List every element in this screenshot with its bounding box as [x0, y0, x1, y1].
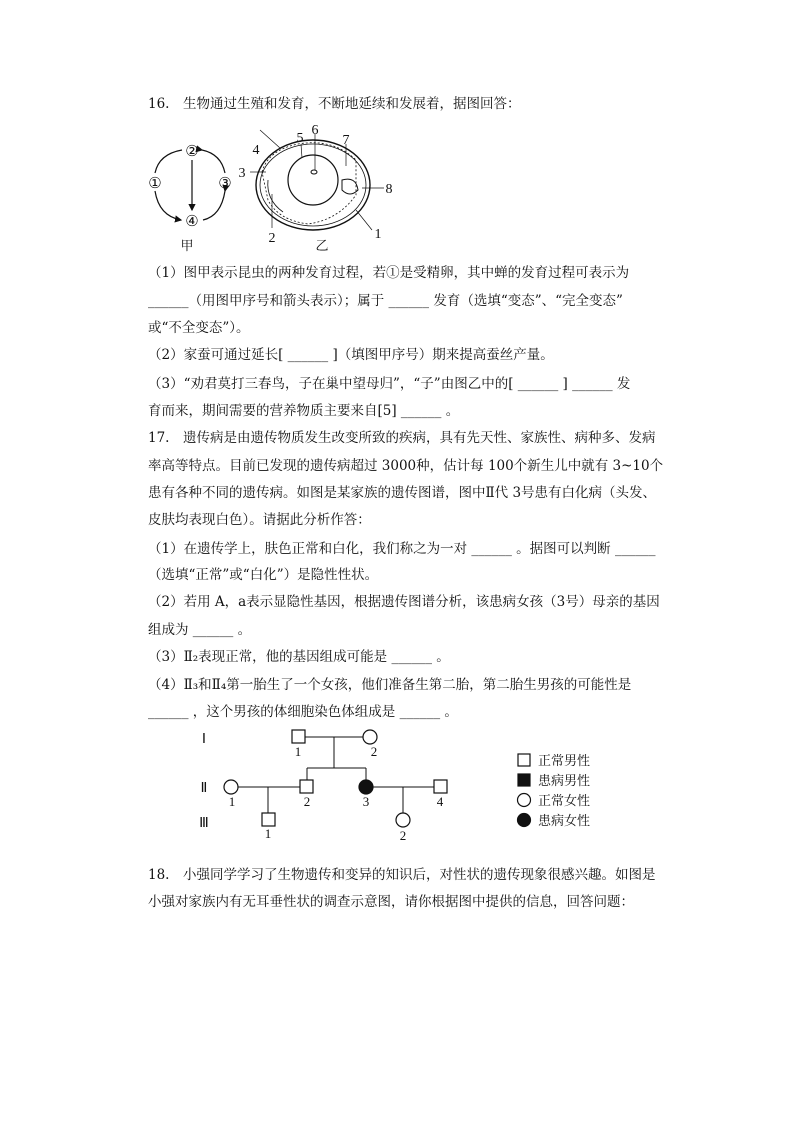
label-1: 1 [374, 227, 382, 242]
pedigree-legend [512, 748, 622, 838]
generation-3-label: Ⅲ [199, 816, 209, 831]
pedigree-chart [190, 722, 460, 846]
i1-number: 1 [294, 744, 302, 759]
iii2-number: 2 [399, 828, 407, 843]
label-5: 5 [296, 131, 304, 146]
generation-2-label: Ⅱ [200, 781, 208, 796]
q16-line-4: （2）家蚕可通过延长[ ______ ]（填图甲序号）期来提高蚕丝产量。 [148, 347, 554, 363]
q17-line-4: 皮肤均表现白色）。请据此分析作答： [148, 512, 371, 528]
egg-yolk [288, 155, 338, 205]
label-8: 8 [385, 182, 393, 197]
legend-affected-female: 患病女性 [538, 813, 591, 828]
q17-line-2: 率高等特点。目前已发现的遗传病超过 3000种，估计每 100个新生儿中就有 3~10个 [148, 458, 664, 474]
arrow-1-to-4 [155, 191, 181, 220]
arrow-3-to-2 [202, 150, 225, 173]
figure-yi-caption: 乙 [315, 238, 329, 253]
iii1-normal-male [262, 813, 275, 826]
label-4: 4 [252, 143, 260, 158]
figure-yi-bird-egg [238, 120, 398, 255]
ii2-normal-male [300, 780, 313, 793]
q16-line-5: （3）“劝君莫打三春鸟，子在巢中望母归”，“子”由图乙中的[ ______ ] ______ 发 [148, 376, 631, 392]
i2-normal-female [363, 730, 377, 744]
ii2-number: 2 [303, 794, 311, 809]
label-6: 6 [311, 123, 319, 138]
ii4-normal-male [434, 780, 447, 793]
ii3-number: 3 [362, 794, 370, 809]
figure-jia-life-cycle [145, 140, 240, 255]
stage-4-label: ④ [185, 214, 199, 230]
q17-line-9: （3）Ⅱ₂表现正常，他的基因组成可能是 ______ 。 [148, 649, 450, 665]
q18-line-1: 18. 小强同学学习了生物遗传和变异的知识后，对性状的遗传现象很感兴趣。如图是 [148, 867, 656, 883]
iii1-number: 1 [264, 826, 272, 841]
leader-1 [356, 210, 372, 230]
leader-4 [260, 130, 280, 148]
i2-number: 2 [370, 744, 378, 759]
ii1-normal-female [224, 780, 238, 794]
iii2-normal-female [396, 813, 410, 827]
label-2: 2 [268, 231, 276, 246]
i1-normal-male [292, 730, 305, 743]
q16-line-1: （1）图甲表示昆虫的两种发育过程，若①是受精卵，其中蝉的发育过程可表示为 [148, 265, 630, 281]
label-3: 3 [238, 166, 246, 181]
legend-affected-female-symbol [518, 814, 531, 827]
figure-jia-caption: 甲 [180, 238, 194, 253]
q18-line-2: 小强对家族内有无耳垂性状的调查示意图，请你根据图中提供的信息，回答问题： [148, 894, 634, 910]
q17-line-7: （2）若用 A，a表示显隐性基因，根据遗传图谱分析，该患病女孩（3号）母亲的基因 [148, 594, 660, 610]
q17-line-5: （1）在遗传学上，肤色正常和白化，我们称之为一对 ______ 。据图可以判断 ______ [148, 541, 656, 557]
ii3-affected-female [359, 780, 373, 794]
q17-line-10: （4）Ⅱ₃和Ⅱ₄第一胎生了一个女孩，他们准备生第二胎，第二胎生男孩的可能性是 [148, 677, 632, 693]
q16-line-2: ______（用图甲序号和箭头表示）；属于 ______ 发育（选填“变态”、“完全变态” [148, 293, 623, 309]
legend-affected-male: 患病男性 [538, 773, 591, 788]
arrow-4-to-3 [203, 191, 225, 220]
label-7: 7 [342, 133, 350, 148]
stage-2-label: ② [185, 144, 199, 160]
q17-line-6: （选填“正常”或“白化”）是隐性性状。 [148, 567, 379, 583]
q17-line-1: 17. 遗传病是由遗传物质发生改变所致的疾病，具有先天性、家族性、病种多、发病 [148, 430, 656, 446]
q17-line-8: 组成为 ______ 。 [148, 622, 252, 638]
q16-line-6: 育而来，期间需要的营养物质主要来自[5] ______ 。 [148, 403, 460, 419]
legend-normal-female-symbol [518, 794, 531, 807]
arrow-2-to-1 [155, 150, 182, 173]
ii4-number: 4 [436, 794, 444, 809]
q16-line-3: 或“不全变态”）。 [148, 320, 250, 336]
stage-1-label: ① [148, 176, 162, 192]
q17-line-11: ______ ，这个男孩的体细胞染色体组成是 ______ 。 [148, 704, 458, 720]
legend-normal-male-symbol [518, 754, 530, 766]
legend-affected-male-symbol [518, 774, 530, 786]
legend-normal-female: 正常女性 [538, 793, 591, 808]
generation-1-label: Ⅰ [201, 732, 207, 747]
legend-normal-male: 正常男性 [538, 753, 591, 768]
q17-line-3: 患有各种不同的遗传病。如图是某家族的遗传图谱，图中Ⅱ代 3号患有白化病（头发、 [148, 485, 657, 501]
stage-3-label: ③ [218, 176, 232, 192]
ii1-number: 1 [228, 794, 236, 809]
q16-stem: 16. 生物通过生殖和发育，不断地延续和发展着，据图回答： [148, 96, 521, 112]
